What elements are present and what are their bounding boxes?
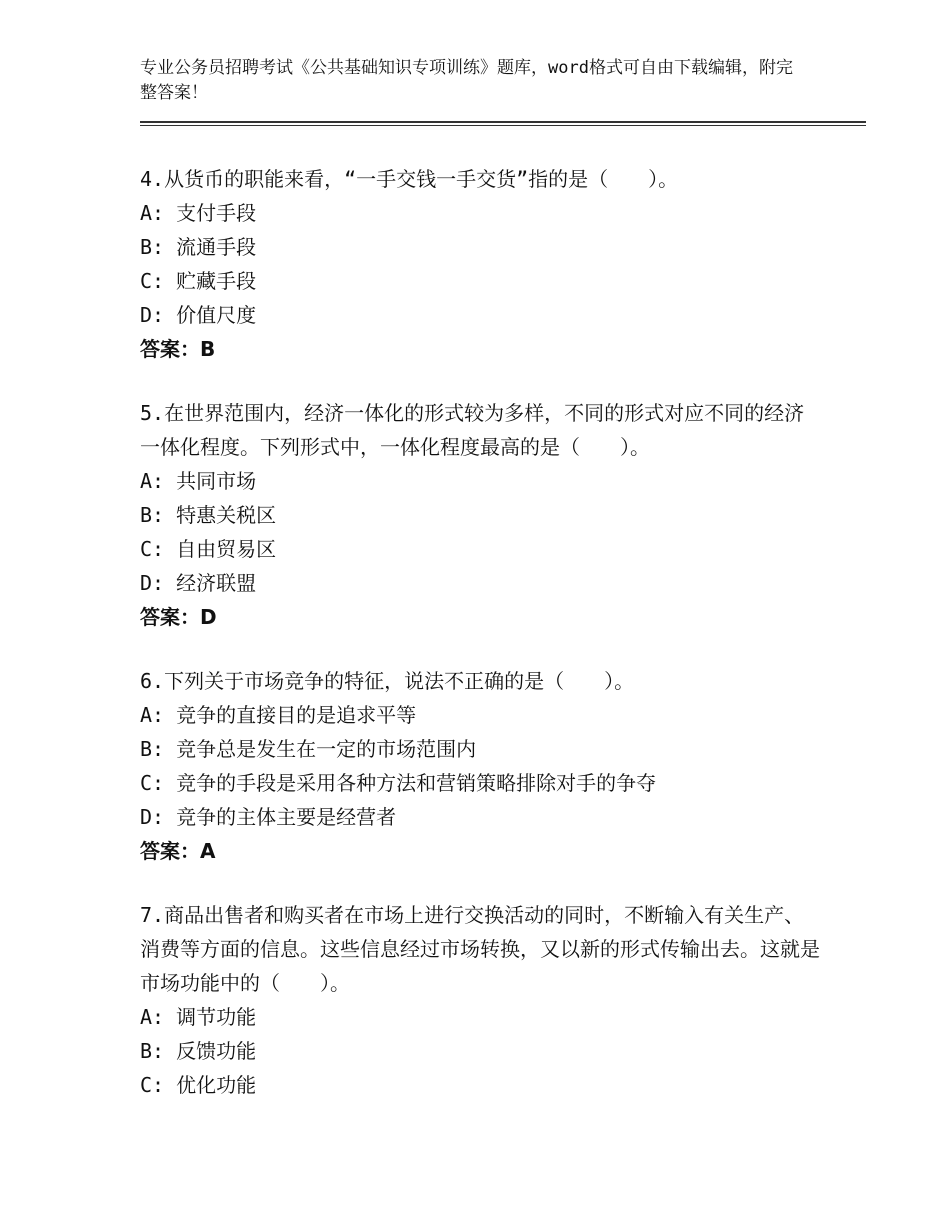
- option-c: [140, 1068, 820, 1102]
- option-key: C:: [140, 771, 165, 795]
- option-key: C:: [140, 537, 165, 561]
- option-text: 价值尺度: [176, 303, 257, 327]
- option-text: 优化功能: [176, 1073, 257, 1097]
- option-text: 经济联盟: [176, 571, 257, 595]
- option-text: 竞争的手段是采用各种方法和营销策略排除对手的争夺: [176, 771, 657, 795]
- option-c: [140, 766, 820, 800]
- option-b: [140, 498, 820, 532]
- option-key: D:: [140, 805, 165, 829]
- question-text: 7.商品出售者和购买者在市场上进行交换活动的同时，不断输入有关生产、消费等方面的信息。这些信息经过市场转换，又以新的形式传输出去。这就是市场功能中的（ ）。: [140, 903, 820, 995]
- option-key: C:: [140, 269, 165, 293]
- header-rule-thick: [140, 121, 866, 123]
- option-d: [140, 566, 820, 600]
- option-text: 支付手段: [176, 201, 257, 225]
- option-text: 反馈功能: [176, 1039, 257, 1063]
- header-rule-thin: [140, 125, 866, 126]
- question-7: [140, 898, 820, 1102]
- option-key: B:: [140, 737, 165, 761]
- option-text: 竞争总是发生在一定的市场范围内: [176, 737, 477, 761]
- option-text: 自由贸易区: [176, 537, 277, 561]
- option-text: 贮藏手段: [176, 269, 257, 293]
- answer-label: 答案：A: [140, 839, 216, 863]
- answer-label: 答案：B: [140, 337, 216, 361]
- question-text: 5.在世界范围内，经济一体化的形式较为多样，不同的形式对应不同的经济一体化程度。下列形式中，一体化程度最高的是（ ）。: [140, 401, 805, 459]
- option-key: B:: [140, 503, 165, 527]
- option-key: B:: [140, 1039, 165, 1063]
- option-key: A:: [140, 469, 165, 493]
- option-c: [140, 532, 820, 566]
- option-text: 共同市场: [176, 469, 257, 493]
- option-b: [140, 1034, 820, 1068]
- option-d: [140, 800, 820, 834]
- option-text: 特惠关税区: [176, 503, 277, 527]
- option-b: [140, 732, 820, 766]
- option-key: B:: [140, 235, 165, 259]
- option-text: 调节功能: [176, 1005, 257, 1029]
- option-key: A:: [140, 703, 165, 727]
- option-key: A:: [140, 201, 165, 225]
- question-5: [140, 396, 820, 634]
- question-6: [140, 664, 820, 868]
- option-a: [140, 1000, 820, 1034]
- option-key: A:: [140, 1005, 165, 1029]
- option-b: [140, 230, 820, 264]
- question-4: [140, 162, 820, 366]
- option-key: D:: [140, 303, 165, 327]
- option-a: [140, 464, 820, 498]
- option-key: D:: [140, 571, 165, 595]
- option-a: [140, 698, 820, 732]
- option-text: 流通手段: [176, 235, 257, 259]
- option-key: C:: [140, 1073, 165, 1097]
- option-text: 竞争的主体主要是经营者: [176, 805, 397, 829]
- question-list: [140, 162, 820, 1132]
- question-text: 4.从货币的职能来看，“一手交钱一手交货”指的是（ ）。: [140, 167, 679, 191]
- question-text: 6.下列关于市场竞争的特征，说法不正确的是（ ）。: [140, 669, 635, 693]
- option-a: [140, 196, 820, 230]
- document-header: 专业公务员招聘考试《公共基础知识专项训练》题库，word格式可自由下载编辑，附完整答案！: [140, 58, 793, 103]
- answer-label: 答案：D: [140, 605, 217, 629]
- option-c: [140, 264, 820, 298]
- option-d: [140, 298, 820, 332]
- option-text: 竞争的直接目的是追求平等: [176, 703, 417, 727]
